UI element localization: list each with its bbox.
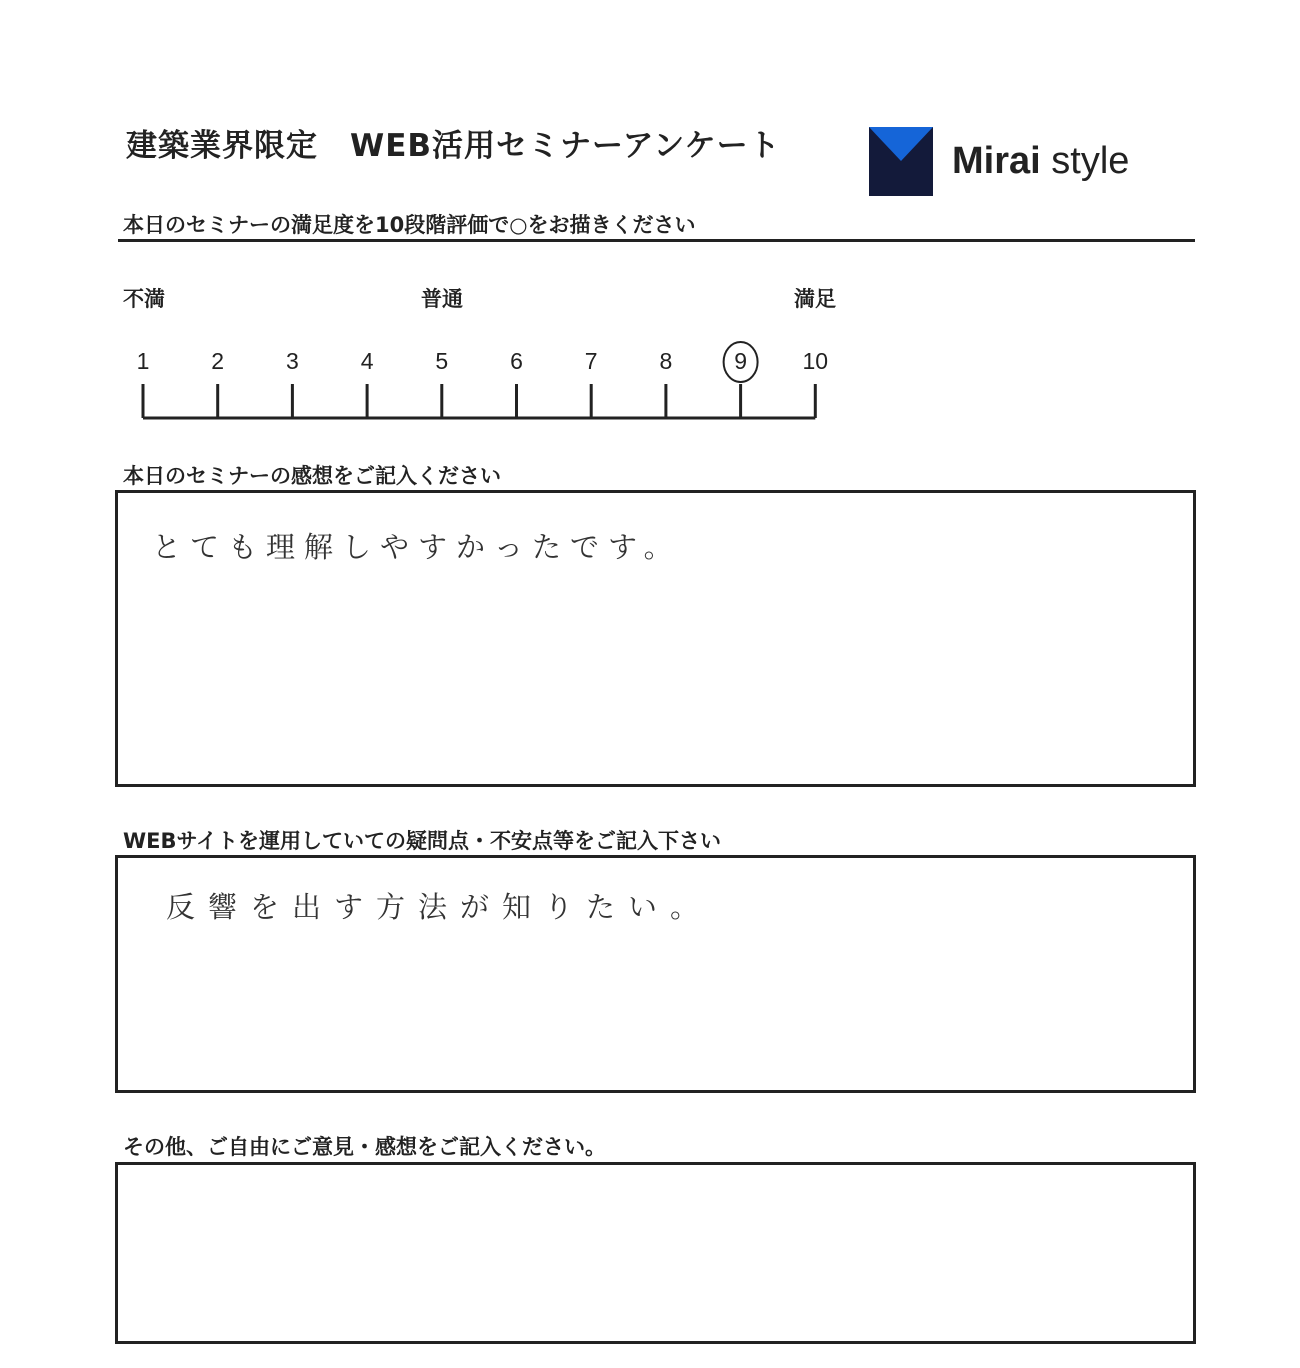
questions-answer-box[interactable]	[115, 855, 1196, 1093]
page-title: 建築業界限定 WEB活用セミナーアンケート	[126, 128, 781, 164]
scale-number-10[interactable]: 10	[802, 348, 829, 374]
logo-brand-light: style	[1040, 140, 1130, 182]
scale-number-3[interactable]: 3	[285, 348, 299, 374]
scale-number-1[interactable]: 1	[136, 348, 150, 374]
scale-number-9[interactable]: 9	[734, 348, 747, 374]
rating-scale-bar	[0, 340, 1300, 430]
logo-mark-icon	[869, 127, 933, 196]
heading-divider	[118, 239, 1195, 242]
questions-heading: WEBサイトを運用していての疑問点・不安点等をご記入下さい	[123, 829, 722, 853]
other-heading: その他、ご自由にご意見・感想をご記入ください。	[123, 1135, 606, 1159]
scale-number-2[interactable]: 2	[211, 348, 225, 374]
logo-brand-bold: Mirai	[952, 140, 1041, 182]
label-dissatisfied: 不満	[123, 287, 165, 311]
selected-rating-circle	[724, 342, 758, 382]
logo-text	[952, 140, 1129, 183]
impressions-answer: とても理解しやすかったです。	[152, 530, 682, 564]
label-satisfied: 満足	[794, 287, 836, 311]
questions-answer: 反響を出す方法が知りたい。	[166, 890, 713, 924]
other-answer-box[interactable]	[115, 1162, 1196, 1344]
scale-number-5[interactable]: 5	[435, 348, 449, 374]
scale-number-8[interactable]: 8	[659, 348, 673, 374]
scale-number-4[interactable]: 4	[360, 348, 374, 374]
satisfaction-heading: 本日のセミナーの満足度を10段階評価で○をお描きください	[123, 213, 696, 237]
impressions-heading: 本日のセミナーの感想をご記入ください	[123, 464, 501, 488]
label-neutral: 普通	[421, 287, 463, 311]
scale-number-6[interactable]: 6	[510, 348, 523, 374]
scale-number-7[interactable]: 7	[584, 348, 598, 374]
impressions-answer-box[interactable]	[115, 490, 1196, 787]
